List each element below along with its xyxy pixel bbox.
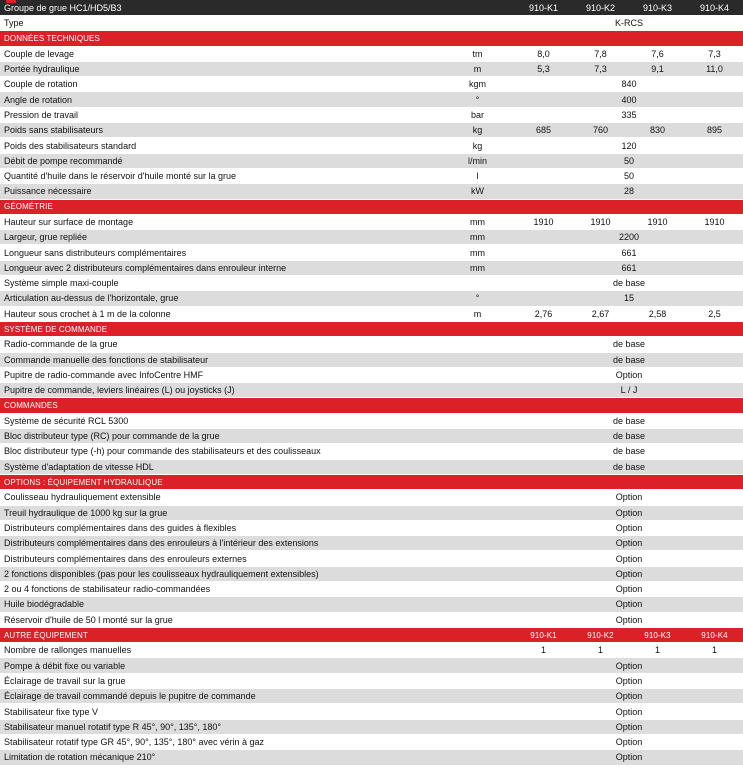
row-unit — [440, 581, 515, 596]
row-value: 7,6 — [629, 46, 686, 61]
section-title: DONNÉES TECHNIQUES — [0, 31, 743, 46]
table-row — [0, 77, 743, 92]
row-label: Couple de rotation — [0, 77, 440, 92]
row-value-merged: de base — [515, 429, 743, 444]
row-value: 830 — [629, 123, 686, 138]
table-row — [0, 597, 743, 612]
table-row — [0, 551, 743, 566]
table-row — [0, 566, 743, 581]
row-label: Nombre de rallonges manuelles — [0, 643, 440, 658]
table-row — [0, 505, 743, 520]
row-unit — [440, 429, 515, 444]
row-unit — [440, 673, 515, 688]
row-label: Hauteur sur surface de montage — [0, 214, 440, 229]
header-title: Groupe de grue HC1/HD5/B3 — [0, 0, 440, 16]
row-label: Distributeurs complémentaires dans des enrouleurs à l'intérieur des extensions — [0, 536, 440, 551]
row-label: Système simple maxi-couple — [0, 276, 440, 291]
section-title: COMMANDES — [0, 398, 743, 413]
row-unit — [440, 520, 515, 535]
section-title: AUTRE ÉQUIPEMENT — [0, 627, 515, 642]
row-value-merged: Option — [515, 719, 743, 734]
table-row — [0, 704, 743, 719]
row-label: Pompe à débit fixe ou variable — [0, 658, 440, 673]
table-row — [0, 306, 743, 321]
row-value-merged: Option — [515, 551, 743, 566]
row-unit: mm — [440, 245, 515, 260]
table-row — [0, 719, 743, 734]
row-unit — [440, 597, 515, 612]
table-row — [0, 750, 743, 765]
section-title: GÉOMÉTRIE — [0, 199, 743, 214]
row-value-merged: 840 — [515, 77, 743, 92]
row-label: Stabilisateur manuel rotatif type R 45°, 90°, 135°, 180° — [0, 719, 440, 734]
table-row — [0, 490, 743, 505]
row-unit — [440, 459, 515, 474]
table-row — [0, 536, 743, 551]
row-value-merged: Option — [515, 673, 743, 688]
row-value-merged: de base — [515, 459, 743, 474]
row-label: Poids sans stabilisateurs — [0, 123, 440, 138]
header-model: 910-K1 — [515, 0, 572, 16]
row-value: 2,58 — [629, 306, 686, 321]
row-unit: l — [440, 168, 515, 183]
row-value-merged: K-RCS — [515, 16, 743, 31]
row-label: Huile biodégradable — [0, 597, 440, 612]
row-label: Couple de levage — [0, 46, 440, 61]
header-row — [0, 0, 743, 16]
row-label: 2 ou 4 fonctions de stabilisateur radio-commandées — [0, 581, 440, 596]
table-row — [0, 230, 743, 245]
row-value-merged: Option — [515, 658, 743, 673]
section-header — [0, 398, 743, 413]
row-value-merged: Option — [515, 566, 743, 581]
row-value-merged: 120 — [515, 138, 743, 153]
row-value: 11,0 — [686, 61, 743, 76]
row-unit: mm — [440, 260, 515, 275]
row-label: Type — [0, 16, 440, 31]
row-value: 2,76 — [515, 306, 572, 321]
row-unit: kgm — [440, 77, 515, 92]
row-value-merged: Option — [515, 490, 743, 505]
table-row — [0, 444, 743, 459]
section-model: 910-K4 — [686, 627, 743, 642]
table-row — [0, 92, 743, 107]
table-row — [0, 367, 743, 382]
row-value-merged: de base — [515, 444, 743, 459]
row-value: 7,3 — [572, 61, 629, 76]
header-model: 910-K2 — [572, 0, 629, 16]
row-unit — [440, 490, 515, 505]
row-value: 1 — [629, 643, 686, 658]
row-label: Éclairage de travail sur la grue — [0, 673, 440, 688]
row-value-merged: Option — [515, 750, 743, 765]
row-label: Hauteur sous crochet à 1 m de la colonne — [0, 306, 440, 321]
table-row — [0, 612, 743, 627]
row-value: 2,67 — [572, 306, 629, 321]
row-unit: kg — [440, 138, 515, 153]
row-unit: kg — [440, 123, 515, 138]
section-title: OPTIONS : ÉQUIPEMENT HYDRAULIQUE — [0, 474, 743, 489]
row-value-merged: Option — [515, 689, 743, 704]
table-row — [0, 383, 743, 398]
row-label: Débit de pompe recommandé — [0, 153, 440, 168]
row-label: Treuil hydraulique de 1000 kg sur la grue — [0, 505, 440, 520]
table-row — [0, 123, 743, 138]
row-unit — [440, 658, 515, 673]
row-label: Articulation au-dessus de l'horizontale, grue — [0, 291, 440, 306]
table-row — [0, 107, 743, 122]
section-header — [0, 474, 743, 489]
row-value-merged: L / J — [515, 383, 743, 398]
row-label: Coulisseau hydrauliquement extensible — [0, 490, 440, 505]
row-value-merged: de base — [515, 352, 743, 367]
row-value-merged: 661 — [515, 260, 743, 275]
section-header — [0, 199, 743, 214]
table-row — [0, 413, 743, 428]
row-unit — [440, 689, 515, 704]
table-row — [0, 658, 743, 673]
row-unit — [440, 413, 515, 428]
row-label: Portée hydraulique — [0, 61, 440, 76]
row-value: 1910 — [629, 214, 686, 229]
table-row — [0, 291, 743, 306]
row-value: 1 — [572, 643, 629, 658]
table-row — [0, 581, 743, 596]
row-value-merged: Option — [515, 367, 743, 382]
row-unit: ° — [440, 291, 515, 306]
row-unit — [440, 16, 515, 31]
table-row — [0, 46, 743, 61]
row-label: Pression de travail — [0, 107, 440, 122]
row-label: Angle de rotation — [0, 92, 440, 107]
row-value: 7,3 — [686, 46, 743, 61]
row-label: Stabilisateur rotatif type GR 45°, 90°, 135°, 180° avec vérin à gaz — [0, 734, 440, 749]
row-value-merged: Option — [515, 704, 743, 719]
row-value-merged: 2200 — [515, 230, 743, 245]
row-label: Quantité d'huile dans le réservoir d'huile monté sur la grue — [0, 168, 440, 183]
row-value: 9,1 — [629, 61, 686, 76]
row-value-merged: de base — [515, 413, 743, 428]
section-model: 910-K3 — [629, 627, 686, 642]
row-label: Distributeurs complémentaires dans des enrouleurs externes — [0, 551, 440, 566]
row-value-merged: 28 — [515, 184, 743, 199]
row-value-merged: Option — [515, 734, 743, 749]
row-label: Commande manuelle des fonctions de stabilisateur — [0, 352, 440, 367]
row-value-merged: 50 — [515, 168, 743, 183]
row-unit — [440, 367, 515, 382]
row-unit — [440, 643, 515, 658]
row-unit: mm — [440, 214, 515, 229]
row-value-merged: Option — [515, 520, 743, 535]
row-value-merged: Option — [515, 597, 743, 612]
row-unit — [440, 337, 515, 352]
row-unit: m — [440, 306, 515, 321]
row-unit: l/min — [440, 153, 515, 168]
row-value-merged: Option — [515, 612, 743, 627]
table-row — [0, 245, 743, 260]
row-unit — [440, 352, 515, 367]
row-unit — [440, 750, 515, 765]
row-unit: bar — [440, 107, 515, 122]
table-row — [0, 459, 743, 474]
row-label: Pupitre de commande, leviers linéaires (L) ou joysticks (J) — [0, 383, 440, 398]
row-unit: kW — [440, 184, 515, 199]
row-value-merged: Option — [515, 505, 743, 520]
row-label: Bloc distributeur type (RC) pour commande de la grue — [0, 429, 440, 444]
row-unit — [440, 505, 515, 520]
row-label: Système de sécurité RCL 5300 — [0, 413, 440, 428]
row-label: Longueur sans distributeurs complémentaires — [0, 245, 440, 260]
header-unit-spacer — [440, 0, 515, 16]
table-row — [0, 138, 743, 153]
row-value-merged: de base — [515, 276, 743, 291]
row-value: 895 — [686, 123, 743, 138]
row-value-merged: 15 — [515, 291, 743, 306]
row-value: 2,5 — [686, 306, 743, 321]
table-row — [0, 214, 743, 229]
row-unit — [440, 612, 515, 627]
row-value: 1 — [515, 643, 572, 658]
row-value: 1910 — [686, 214, 743, 229]
table-row — [0, 429, 743, 444]
section-header — [0, 31, 743, 46]
row-value-merged: Option — [515, 536, 743, 551]
row-value: 7,8 — [572, 46, 629, 61]
row-label: Réservoir d'huile de 50 l monté sur la grue — [0, 612, 440, 627]
row-label: 2 fonctions disponibles (pas pour les coulisseaux hydrauliquement extensibles) — [0, 566, 440, 581]
table-row — [0, 689, 743, 704]
header-model: 910-K3 — [629, 0, 686, 16]
row-value: 1910 — [515, 214, 572, 229]
row-label: Poids des stabilisateurs standard — [0, 138, 440, 153]
row-value: 760 — [572, 123, 629, 138]
table-row — [0, 260, 743, 275]
table-row — [0, 337, 743, 352]
table-row — [0, 153, 743, 168]
table-row — [0, 673, 743, 688]
row-value: 685 — [515, 123, 572, 138]
row-value-merged: 335 — [515, 107, 743, 122]
table-row — [0, 61, 743, 76]
row-value: 8,0 — [515, 46, 572, 61]
row-label: Puissance nécessaire — [0, 184, 440, 199]
row-unit — [440, 551, 515, 566]
row-value: 1 — [686, 643, 743, 658]
row-label: Stabilisateur fixe type V — [0, 704, 440, 719]
row-value-merged: Option — [515, 581, 743, 596]
table-row — [0, 276, 743, 291]
table-row — [0, 352, 743, 367]
row-label: Limitation de rotation mécanique 210° — [0, 750, 440, 765]
row-value-merged: de base — [515, 337, 743, 352]
table-row — [0, 734, 743, 749]
row-unit: m — [440, 61, 515, 76]
section-header — [0, 321, 743, 336]
row-label: Largeur, grue repliée — [0, 230, 440, 245]
row-label: Éclairage de travail commandé depuis le pupitre de commande — [0, 689, 440, 704]
row-label: Système d'adaptation de vitesse HDL — [0, 459, 440, 474]
section-model: 910-K2 — [572, 627, 629, 642]
row-unit — [440, 276, 515, 291]
header-model: 910-K4 — [686, 0, 743, 16]
row-label: Pupitre de radio-commande avec InfoCentre HMF — [0, 367, 440, 382]
row-unit — [440, 536, 515, 551]
row-unit — [440, 444, 515, 459]
row-value-merged: 661 — [515, 245, 743, 260]
row-unit: tm — [440, 46, 515, 61]
row-unit — [440, 383, 515, 398]
table-row — [0, 643, 743, 658]
row-value-merged: 50 — [515, 153, 743, 168]
row-unit: mm — [440, 230, 515, 245]
table-row — [0, 184, 743, 199]
section-header — [0, 627, 743, 642]
section-title: SYSTÈME DE COMMANDE — [0, 321, 743, 336]
row-unit — [440, 719, 515, 734]
row-label: Distributeurs complémentaires dans des guides à flexibles — [0, 520, 440, 535]
row-unit: ° — [440, 92, 515, 107]
row-label: Bloc distributeur type (-h) pour commande des stabilisateurs et des coulisseaux — [0, 444, 440, 459]
section-model: 910-K1 — [515, 627, 572, 642]
table-row — [0, 16, 743, 31]
row-value: 1910 — [572, 214, 629, 229]
row-label: Longueur avec 2 distributeurs complémentaires dans enrouleur interne — [0, 260, 440, 275]
row-value: 5,3 — [515, 61, 572, 76]
row-label: Radio-commande de la grue — [0, 337, 440, 352]
row-value-merged: 400 — [515, 92, 743, 107]
row-unit — [440, 734, 515, 749]
row-unit — [440, 704, 515, 719]
table-row — [0, 168, 743, 183]
row-unit — [440, 566, 515, 581]
table-row — [0, 520, 743, 535]
